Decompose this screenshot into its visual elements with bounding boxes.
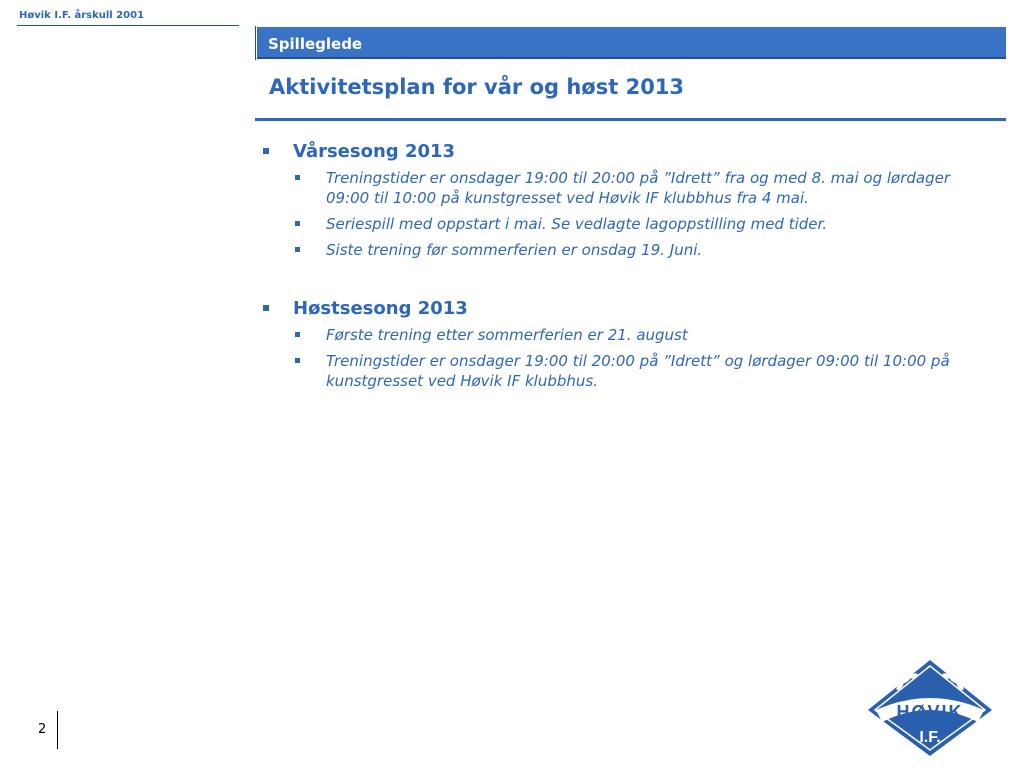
list-item-text: Siste trening før sommerferien er onsdag 19. Juni. bbox=[326, 241, 703, 259]
list-item-text: Første trening etter sommerferien er 21. august bbox=[326, 326, 688, 344]
autumn-season-list bbox=[259, 325, 999, 391]
list-item bbox=[259, 240, 999, 260]
section-label: Spilleglede bbox=[268, 35, 363, 53]
section-bar bbox=[257, 27, 1006, 59]
spring-season-section bbox=[259, 141, 999, 260]
spring-season-list bbox=[259, 168, 999, 260]
autumn-season-heading-row bbox=[259, 298, 999, 319]
list-item bbox=[259, 351, 999, 391]
square-bullet-icon bbox=[295, 221, 300, 226]
autumn-season-section bbox=[259, 298, 999, 391]
list-item bbox=[259, 168, 999, 208]
list-item-text: Seriespill med oppstart i mai. Se vedlagte lagoppstilling med tider. bbox=[326, 215, 828, 233]
club-label: Høvik I.F. årskull 2001 bbox=[19, 10, 145, 21]
list-item bbox=[259, 214, 999, 234]
title-rule bbox=[255, 118, 1006, 121]
logo-name-text: HØVIK bbox=[896, 702, 964, 722]
square-bullet-icon bbox=[263, 148, 269, 154]
page-title: Aktivitetsplan for vår og høst 2013 bbox=[269, 75, 685, 99]
list-item bbox=[259, 325, 999, 345]
spring-season-heading-row bbox=[259, 141, 999, 162]
square-bullet-icon bbox=[295, 332, 300, 337]
square-bullet-icon bbox=[263, 305, 269, 311]
square-bullet-icon bbox=[295, 247, 300, 252]
square-bullet-icon bbox=[295, 175, 300, 180]
content-area bbox=[259, 141, 999, 397]
list-item-text: Treningstider er onsdager 19:00 til 20:00 på ”Idrett” og lørdager 09:00 til 10:00 på kunstgresset ved Høvik IF klubbhus. bbox=[326, 352, 950, 390]
autumn-season-heading: Høstsesong 2013 bbox=[293, 298, 468, 319]
club-label-rule bbox=[17, 25, 239, 26]
logo-sub-text: I.F. bbox=[919, 729, 941, 746]
spring-season-heading: Vårsesong 2013 bbox=[293, 141, 456, 162]
list-item-text: Treningstider er onsdager 19:00 til 20:00 på ”Idrett” fra og med 8. mai og lørdager 09:00 til 10:00 på kunstgresset ved Høvik IF klubbhus fra 4 mai. bbox=[326, 169, 951, 207]
square-bullet-icon bbox=[295, 358, 300, 363]
page-number-rule bbox=[57, 711, 58, 749]
section-bar-left-rule bbox=[255, 26, 256, 60]
hovik-if-logo-icon bbox=[866, 658, 994, 758]
page-number: 2 bbox=[38, 722, 47, 737]
